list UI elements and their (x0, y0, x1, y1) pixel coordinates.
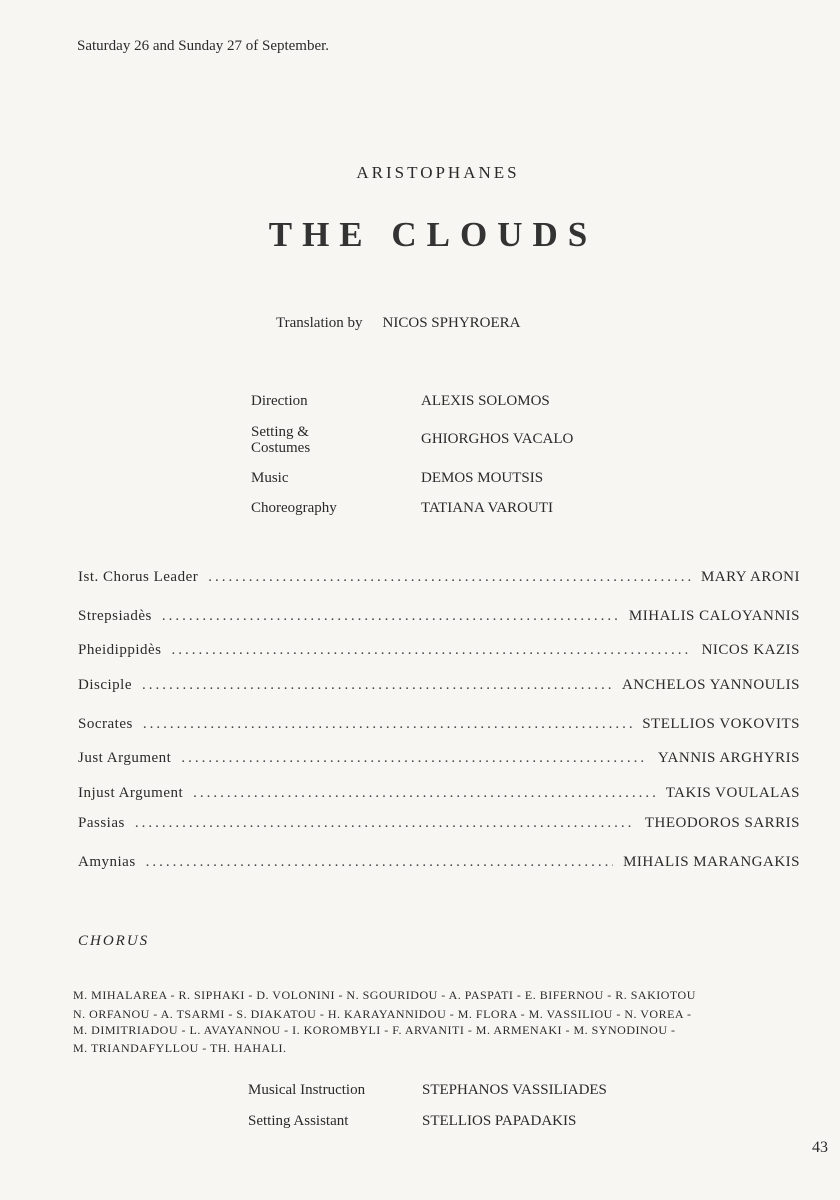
chorus-line: M. DIMITRIADOU - L. AVAYANNOU - I. KOROMBYLI - F. ARVANITI - M. ARMENAKI - M. SYNODINOU - (73, 1023, 676, 1037)
staff-role-musical-instruction: Musical Instruction (248, 1082, 366, 1098)
cast-row (78, 785, 800, 802)
cast-role: Pheidippidès (78, 642, 162, 658)
cast-actor: ANCHELOS YANNOULIS (621, 677, 800, 693)
date-line: Saturday 26 and Sunday 27 of September. (77, 38, 330, 54)
credit-role-setting (251, 424, 310, 456)
leader-dots (142, 677, 612, 694)
cast-row (78, 677, 800, 694)
cast-row (78, 750, 800, 767)
cast-actor: MIHALIS CALOYANNIS (628, 608, 800, 624)
credit-role-setting-line2: Costumes (251, 440, 311, 456)
translation-credit (276, 315, 521, 332)
cast-role: Amynias (78, 854, 136, 870)
credit-name-direction: ALEXIS SOLOMOS (421, 393, 550, 409)
chorus-line: N. ORFANOU - A. TSARMI - S. DIAKATOU - H. KARAYANNIDOU - M. FLORA - M. VASSILIOU - N. VOREA - (73, 1007, 692, 1021)
credit-role-music: Music (251, 470, 289, 486)
staff-role-setting-assistant: Setting Assistant (248, 1113, 349, 1129)
translation-label: Translation by (276, 315, 363, 331)
cast-role: Ist. Chorus Leader (78, 569, 199, 585)
page-number: 43 (812, 1139, 828, 1156)
leader-dots (143, 716, 632, 733)
cast-role: Socrates (78, 716, 133, 732)
leader-dots (181, 750, 648, 767)
staff-name-musical-instruction: STEPHANOS VASSILIADES (422, 1082, 607, 1098)
cast-actor: YANNIS ARGHYRIS (657, 750, 800, 766)
credit-name-setting: GHIORGHOS VACALO (421, 431, 574, 447)
cast-role: Just Argument (78, 750, 172, 766)
author-name: ARISTOPHANES (356, 163, 520, 182)
leader-dots (162, 608, 619, 625)
leader-dots (135, 815, 635, 832)
cast-row (78, 642, 800, 659)
leader-dots (172, 642, 692, 659)
leader-dots (208, 569, 691, 586)
credit-role-choreography: Choreography (251, 500, 337, 516)
credit-role-setting-line1: Setting & (251, 424, 309, 440)
cast-actor: NICOS KAZIS (701, 642, 800, 658)
leader-dots (193, 785, 656, 802)
credit-name-music: DEMOS MOUTSIS (421, 470, 544, 486)
play-title: THE CLOUDS (268, 215, 598, 254)
cast-actor: MARY ARONI (700, 569, 800, 585)
credit-role-direction: Direction (251, 393, 308, 409)
cast-row (78, 608, 800, 625)
credit-name-choreography: TATIANA VAROUTI (421, 500, 553, 516)
cast-role: Injust Argument (78, 785, 184, 801)
cast-actor: TAKIS VOULALAS (665, 785, 800, 801)
chorus-line: M. TRIANDAFYLLOU - TH. HAHALI. (73, 1041, 287, 1055)
cast-role: Passias (78, 815, 125, 831)
chorus-line: M. MIHALAREA - R. SIPHAKI - D. VOLONINI - N. SGOURIDOU - A. PASPATI - E. BIFERNOU - R. SAKIOTOU (73, 988, 696, 1002)
cast-row (78, 569, 800, 586)
cast-role: Disciple (78, 677, 132, 693)
leader-dots (146, 854, 613, 871)
staff-name-setting-assistant: STELLIOS PAPADAKIS (422, 1113, 577, 1129)
chorus-heading: CHORUS (78, 933, 150, 949)
cast-row (78, 854, 800, 871)
cast-row (78, 815, 800, 832)
cast-actor: MIHALIS MARANGAKIS (623, 854, 800, 870)
cast-actor: THEODOROS SARRIS (644, 815, 800, 831)
cast-actor: STELLIOS VOKOVITS (642, 716, 800, 732)
cast-row (78, 716, 800, 733)
cast-role: Strepsiadès (78, 608, 152, 624)
translator-name: NICOS SPHYROERA (382, 315, 521, 331)
